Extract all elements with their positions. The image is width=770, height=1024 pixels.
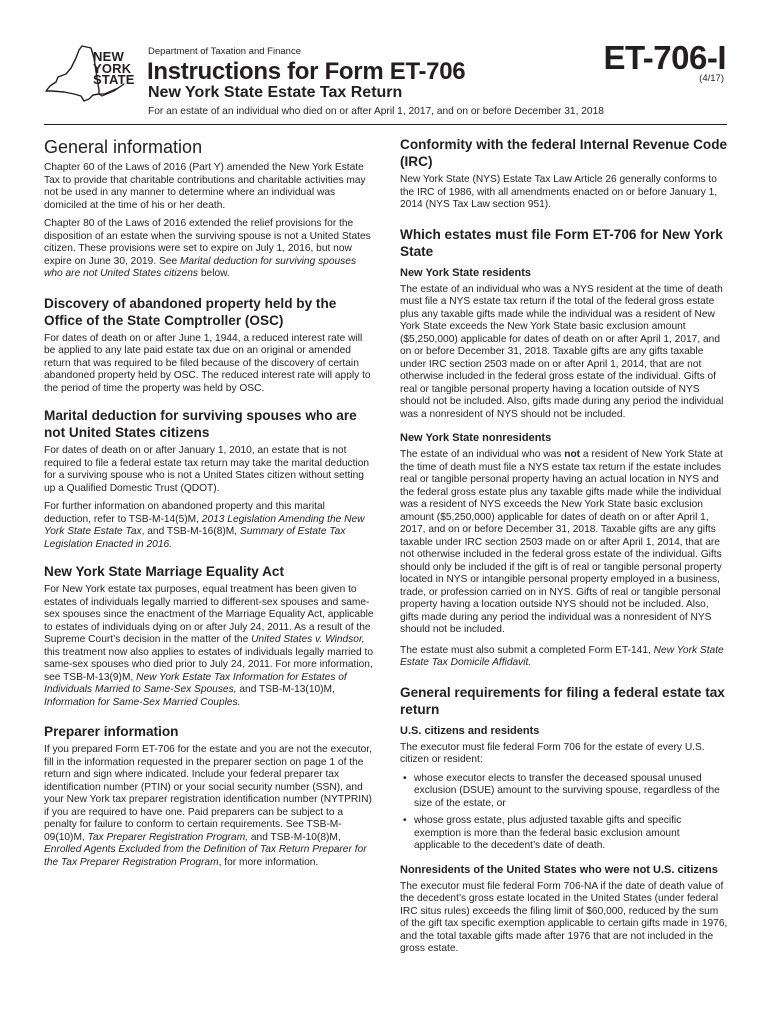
left-column	[44, 136, 374, 869]
section-marital-deduction	[44, 407, 374, 551]
section-which-estates-must-file	[400, 226, 728, 670]
form-number: ET-706-I	[603, 39, 726, 76]
paragraph: Chapter 80 of the Laws of 2016 extended the relief provisions for the disposition of an estate when the surviving spouse is not a United States citizen. These provisions were set to expire on July 1, 2016, but now expire on June 30, 2019. See Marital deduction for surviving spouses who are not United States citizens below.	[44, 218, 371, 279]
paragraph: For dates of death on or after January 1, 2010, an estate that is not required to file a federal estate tax return may take the marital deduction for a surviving spouse who is not a United States citizen without setting up a Qualified Domestic Trust (QDOT).	[44, 445, 370, 494]
subsection-heading: U.S. citizens and residents	[400, 724, 540, 737]
section-heading: Which estates must file Form ET-706 for New York State	[400, 226, 723, 259]
paragraph: The estate of an individual who was a NYS resident at the time of death must file a NYS estate tax return if the total of the federal gross estate plus any taxable gifts made while the individual was a resident of New York State exceeds the New York State basic exclusion amount ($5,250,000) applicable for dates of death on or after April 1, 2017, and on or before December 31, 2018. Taxable gifts are any gifts taxable under IRC section 2503 made on or after April 1, 2014, that are not otherwise included in the federal gross estate of the individual. Gifts of real or tangible personal property having a location outside of NYS should not be included. Also, gifts made during any period the individual was a nonresident of NYS should not be included.	[400, 283, 724, 420]
paragraph: The estate must also submit a completed Form ET-141, New York State Estate Tax Domicile Affidavit.	[400, 644, 724, 668]
paragraph: New York State (NYS) Estate Tax Law Article 26 generally conforms to the IRC of 1986, with all amendments enacted on or before January 1, 2014 (NYS Tax Law section 951).	[400, 174, 718, 210]
list-item: • whose gross estate, plus adjusted taxable gifts and specific exemption is more than the federal basic exclusion amount applicable to the decedent’s date of death.	[400, 815, 728, 853]
paragraph: For New York estate tax purposes, equal treatment has been given to estates of individuals legally married to different-sex spouses and same-sex spouses since the enactment of the Marriage Equality Act, applicable to estates of individuals dying on or after July 24, 2011. As a result of the Supreme Court’s decision in the matter of the United States v. Windsor, this treatment now also applies to estates of individuals legally married to same-sex spouses who died prior to July 24, 2011. For more information, see TSB-M-13(9)M, New York Estate Tax Information for Estates of Individuals Married to Same-Sex Spouses, and TSB-M-13(10)M, Information for Same-Sex Married Couples.	[44, 584, 374, 708]
paragraph: Chapter 60 of the Laws of 2016 (Part Y) amended the New York Estate Tax to provide that charitable contributions and charitable activities may not be used in any manner to determine where an individual was domiciled at the time of his or her death.	[44, 162, 366, 211]
right-column	[400, 136, 728, 956]
section-marriage-equality	[44, 563, 374, 709]
ny-state-logo	[44, 44, 136, 106]
section-heading: Preparer information	[44, 724, 179, 739]
page-title: Instructions for Form ET-706	[147, 58, 466, 85]
subsection-heading: New York State nonresidents	[400, 432, 552, 444]
section-abandoned-property	[44, 295, 374, 396]
section-general-information	[44, 136, 374, 281]
section-heading: Marital deduction for surviving spouses who are not United States citizens	[44, 408, 357, 440]
paragraph: For further information on abandoned property and this marital deduction, refer to TSB-M-14(5)M, 2013 Legislation Amending the New York State Estate Tax, and TSB-M-16(8)M, Summary of Estate Tax Legislation Enacted in 2016.	[44, 501, 365, 550]
section-heading: Conformity with the federal Internal Revenue Code (IRC)	[400, 137, 728, 169]
paragraph: If you prepared Form ET-706 for the estate and you are not the executor, fill in the information requested in the preparer section on page 1 of the return and sign where indicated. Include your federal preparer tax identification number (PTIN) or your social security number (SSN), and your New York tax preparer registration identification number (NYTPRIN) if you are required to have one. Paid preparers can be subject to a penalty for failure to conform to certain requirements. See TSB-M-09(10)M, Tax Preparer Registration Program, and TSB-M-10(8)M, Enrolled Agents Excluded from the Definition of Tax Return Preparer for the Tax Preparer Registration Program, for more information.	[44, 744, 372, 868]
subsection-heading: Nonresidents of the United States who were not U.S. citizens	[400, 863, 718, 876]
section-heading: Discovery of abandoned property held by the Office of the State Comptroller (OSC)	[44, 295, 337, 328]
paragraph: The estate of an individual who was not a resident of New York State at the time of death must file a NYS estate tax return if the estate includes real or tangible personal property having an actual location in NYS and the federal gross estate plus any taxable gifts made while the individual was a resident of NYS exceeds the New York State basic exclusion amount ($5,250,000) applicable for dates of death on or after April 1, 2017, and on or before December 31, 2018. Taxable gifts are any gifts taxable under IRC section 2503 made on or after April 1, 2014, that are not otherwise included in the federal gross estate of the individual. Gifts should only be included if the gift is of real or tangible personal property located in NYS or intangible personal property employed in a business, trade, or profession carried on in NYS. Gifts of real or tangible personal property having a location outside NYS should not be included. Also, gifts made during any period the individual was a nonresident of NYS should not be included.	[400, 449, 723, 635]
header-divider	[44, 124, 727, 125]
section-federal-filing-requirements	[400, 684, 728, 956]
logo-wordmark: NEW YORK STATE	[93, 49, 135, 87]
section-irc-conformity	[400, 136, 728, 212]
applicability-note: For an estate of an individual who died on or after April 1, 2017, and on or before December 31, 2018	[148, 106, 604, 117]
section-heading: New York State Marriage Equality Act	[44, 564, 284, 579]
section-heading: General information	[44, 137, 203, 157]
paragraph: The executor must file federal Form 706-NA if the date of death value of the decedent’s gross estate located in the United States (under federal IRC situs rules) exceeds the filing limit of $60,000, reduced by the sum of the gift tax specific exemption applicable to certain gifts made in 1976, and the total taxable gifts made after 1976 that are not included in the gross estate.	[400, 880, 728, 954]
list-item: • whose executor elects to transfer the deceased spousal unused exclusion (DSUE) amount to the surviving spouse, regardless of the size of the estate, or	[400, 773, 728, 811]
section-heading: General requirements for filing a federal estate tax return	[400, 684, 725, 717]
subsection-heading: New York State residents	[400, 266, 532, 279]
department-name: Department of Taxation and Finance	[148, 46, 301, 57]
bullet-list	[400, 773, 728, 853]
page-subtitle: New York State Estate Tax Return	[148, 84, 403, 101]
paragraph: The executor must file federal Form 706 for the estate of every U.S. citizen or resident:	[400, 741, 705, 765]
section-preparer-information	[44, 723, 374, 869]
revision-date: (4/17)	[699, 73, 724, 84]
paragraph: For dates of death on or after June 1, 1944, a reduced interest rate will be applied to any late paid estate tax due on an original or amended return that was required to be filed because of the discovery of certain abandoned property held by OSC. The reduced interest rate will apply to the period of time the property was held by OSC.	[44, 332, 371, 394]
